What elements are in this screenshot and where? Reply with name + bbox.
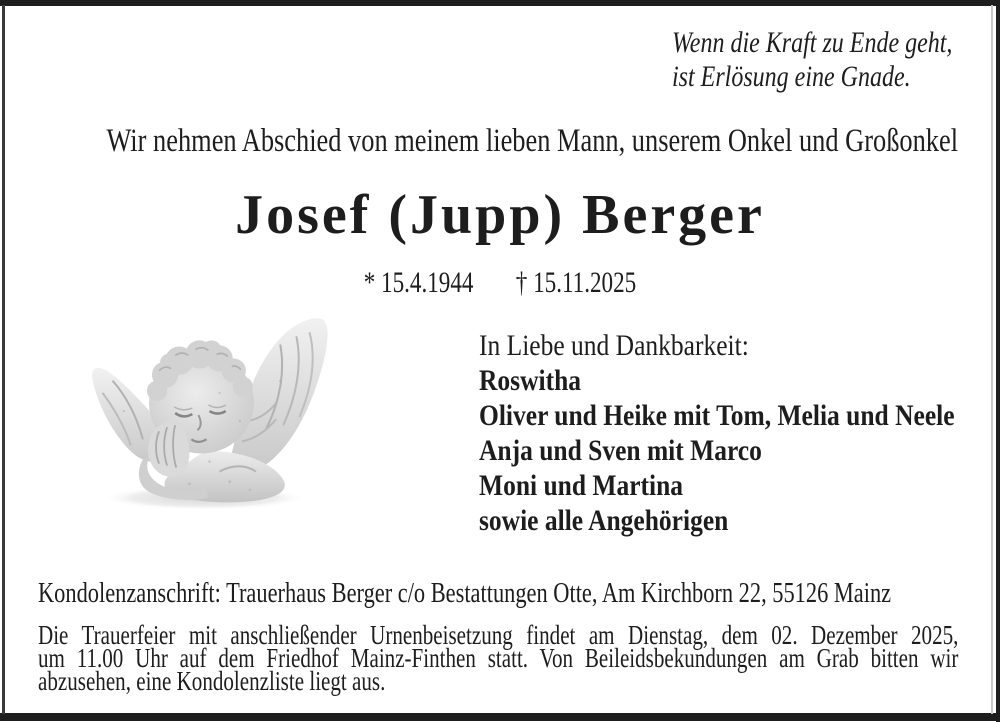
family-name: Anja und Sven mit Marco	[479, 434, 762, 467]
epigraph-line-2: ist Erlösung eine Gnade.	[672, 60, 911, 93]
left-border-rule	[2, 5, 5, 714]
funeral-line-2: um 11.00 Uhr auf dem Friedhof Mainz-Finthen statt. Von Beileidsbekundungen am Grab bitten wir	[38, 643, 959, 673]
deceased-name: Josef (Jupp) Berger	[235, 184, 765, 246]
funeral-line-3: abzusehen, eine Kondolenzliste liegt aus.	[38, 666, 386, 696]
family-name: sowie alle Angehörigen	[479, 504, 729, 537]
life-dates	[0, 267, 1000, 299]
birth-date: * 15.4.1944	[363, 266, 474, 299]
condolence-address: Kondolenzanschrift: Trauerhaus Berger c/o Bestattungen Otte, Am Kirchborn 22, 55126 Mainz	[38, 578, 892, 609]
death-date: † 15.11.2025	[515, 266, 637, 299]
top-border-rule	[0, 0, 1000, 6]
life-dates-inner	[364, 267, 636, 299]
right-inner-rule	[991, 5, 993, 714]
epigraph-line-1: Wenn die Kraft zu Ende geht,	[672, 26, 953, 59]
family-block	[479, 328, 955, 538]
right-column-rule	[996, 0, 1000, 722]
intro-line	[0, 123, 1000, 159]
funeral-info	[38, 620, 959, 696]
family-name: Roswitha	[479, 364, 582, 397]
bottom-border-rule	[0, 713, 1000, 721]
family-name: Oliver und Heike mit Tom, Melia und Neele	[479, 399, 955, 432]
angel-figurine-image	[78, 300, 336, 512]
epigraph-quote	[672, 26, 952, 94]
funeral-line-1: Die Trauerfeier mit anschließender Urnenbeisetzung findet am Dienstag, dem 02. Dezember 2025,	[38, 620, 959, 650]
family-lead: In Liebe und Dankbarkeit:	[479, 329, 749, 362]
intro-text: Wir nehmen Abschied von meinem lieben Mann, unserem Onkel und Großonkel	[106, 123, 959, 159]
family-name: Moni und Martina	[479, 469, 684, 502]
